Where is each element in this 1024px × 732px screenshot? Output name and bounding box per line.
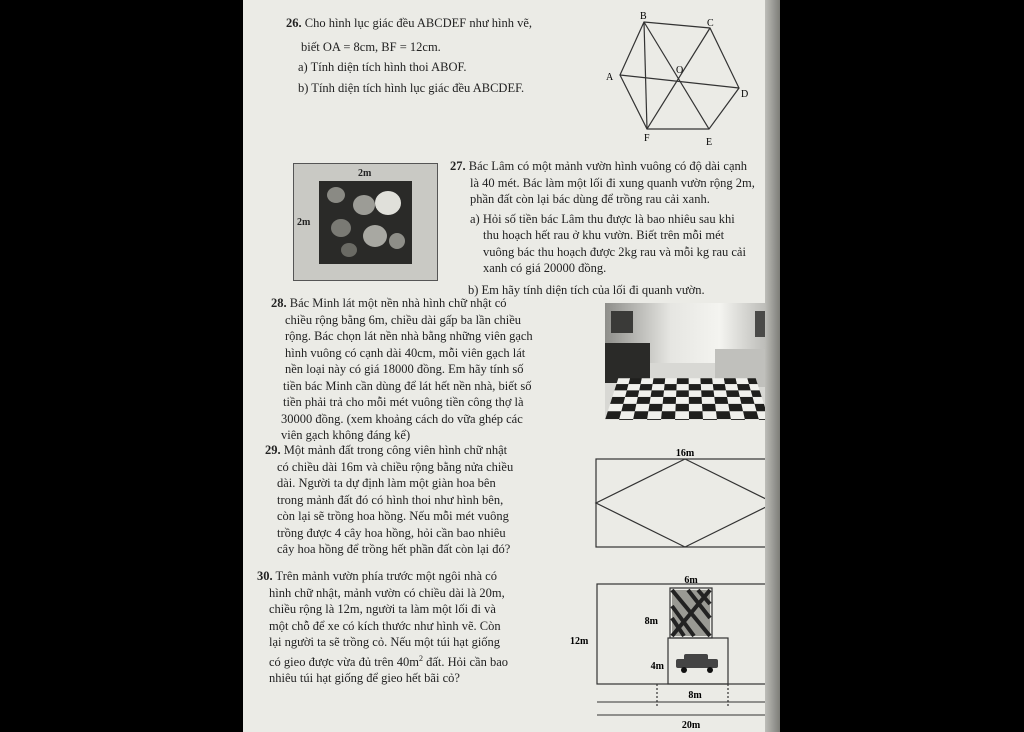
problem-number: 26. bbox=[286, 16, 302, 30]
problem-number: 29. bbox=[265, 443, 281, 457]
problem-30 bbox=[257, 568, 508, 687]
problem-text: một chỗ để xe có kích thước như hình vẽ. Còn bbox=[269, 618, 501, 633]
problem-text: Bác Minh lát một nền nhà hình chữ nhật có bbox=[289, 296, 507, 310]
problem-text: a) Hỏi số tiền bác Lâm thu được là bao nhiêu sau khi bbox=[470, 211, 735, 226]
problem-27 bbox=[450, 158, 755, 298]
problem-text: nền loại này có giá 18000 đồng. Em hãy tính số bbox=[285, 362, 524, 376]
problem-text: trong mảnh đất đó có hình thoi như hình bên, bbox=[277, 492, 504, 507]
living-room-image bbox=[605, 303, 769, 420]
problem-text: vuông bác thu hoạch được 2kg rau và mỗi kg rau cải bbox=[483, 244, 746, 259]
problem-text: thu hoạch hết rau ở khu vườn. Biết trên mỗi mét bbox=[483, 228, 725, 242]
path-width-label-top: 2m bbox=[358, 168, 372, 179]
problem-text: có chiều dài 16m và chiều rộng bằng nửa chiều bbox=[277, 459, 514, 474]
vertex-label-e: E bbox=[706, 137, 713, 148]
rhombus-width-label: 16m bbox=[675, 448, 695, 459]
problem-text: còn lại sẽ trồng hoa hồng. Nếu mỗi mét vuông bbox=[277, 509, 509, 523]
parking-height-label: 4m bbox=[650, 661, 664, 672]
garden-layout-figure bbox=[568, 572, 778, 732]
problem-text: a) Tính diện tích hình thoi ABOF. bbox=[298, 60, 467, 74]
problem-29 bbox=[265, 442, 513, 558]
problem-text: tiền bác Minh cần dùng để lát hết nền nhà, biết số bbox=[283, 378, 532, 393]
garden-length-label: 20m bbox=[681, 720, 701, 731]
garden-flowers-image bbox=[319, 181, 412, 264]
problem-text: tiền phải trả cho mỗi mét vuông tiền công thợ là bbox=[283, 395, 524, 409]
problem-text: xanh có giá 20000 đồng. bbox=[483, 261, 607, 275]
problem-text: Cho hình lục giác đều ABCDEF như hình vẽ, bbox=[304, 16, 532, 30]
problem-text: Một mảnh đất trong công viên hình chữ nhật bbox=[283, 443, 508, 457]
problem-text: hình vuông có cạnh dài 40cm, mỗi viên gạch lát bbox=[285, 345, 526, 360]
rhombus-figure bbox=[593, 445, 779, 550]
problem-text: cây hoa hồng để trồng hết phần đất còn lại đó? bbox=[277, 542, 511, 556]
problem-text: rộng. Bác chọn lát nền nhà bằng những viên gạch bbox=[285, 329, 533, 343]
problem-text: có gieo được vừa đủ trên 40m bbox=[269, 654, 419, 669]
walkway-height-label: 8m bbox=[644, 616, 658, 627]
superscript: 2 bbox=[418, 653, 423, 663]
car-icon bbox=[676, 654, 718, 673]
problem-text: dài. Người ta dự định làm một giàn hoa bên bbox=[277, 476, 496, 490]
problem-text: Trên mảnh vườn phía trước một ngôi nhà có bbox=[275, 569, 497, 583]
parking-width-label: 8m bbox=[688, 690, 702, 701]
hexagon-figure bbox=[598, 5, 758, 150]
problem-text: biết OA = 8cm, BF = 12cm. bbox=[301, 39, 441, 54]
vertex-label-d: D bbox=[741, 89, 749, 100]
garden-width-label: 12m bbox=[570, 636, 589, 647]
problem-number: 27. bbox=[450, 159, 466, 173]
problem-text: chiều rộng bằng 6m, chiều dài gấp ba lần chiều bbox=[285, 312, 522, 327]
problem-text: trồng được 4 cây hoa hồng, hỏi cần bao nhiêu bbox=[277, 525, 506, 540]
problem-text: chiều rộng là 12m, người ta làm một lối đi và bbox=[269, 602, 496, 616]
problem-number: 30. bbox=[257, 569, 273, 583]
vertex-label-f: F bbox=[644, 133, 650, 144]
problem-text: Bác Lâm có một mảnh vườn hình vuông có độ dài cạnh bbox=[468, 159, 748, 173]
problem-text: b) Tính diện tích hình lục giác đều ABCDEF. bbox=[298, 80, 525, 95]
problem-text: đất. Hỏi cần bao bbox=[422, 654, 509, 669]
vertex-label-c: C bbox=[707, 18, 714, 29]
vertex-label-a: A bbox=[606, 72, 614, 83]
problem-text: nhiêu túi hạt giống để gieo hết bãi cỏ? bbox=[269, 671, 460, 686]
problem-text: b) Em hãy tính diện tích của lối đi quanh vườn. bbox=[468, 282, 705, 297]
problem-text: 30000 đồng. (xem khoảng cách do vữa ghép các bbox=[281, 411, 523, 426]
page-edge-shadow bbox=[765, 0, 780, 732]
problem-number: 28. bbox=[271, 296, 287, 310]
vertex-label-b: B bbox=[640, 11, 647, 22]
garden-figure bbox=[293, 163, 438, 281]
problem-26 bbox=[286, 15, 532, 96]
walkway-tiles bbox=[672, 590, 710, 636]
problem-text: phần đất còn lại bác dùng để trồng rau cải xanh. bbox=[470, 192, 710, 206]
problem-text: lại người ta sẽ trồng cỏ. Nếu một túi hạt giống bbox=[269, 635, 501, 649]
walkway-width-label: 6m bbox=[684, 575, 698, 586]
problem-text: là 40 mét. Bác làm một lối đi xung quanh vườn rộng 2m, bbox=[470, 175, 755, 190]
textbook-page bbox=[243, 0, 780, 732]
problem-text: hình chữ nhật, mảnh vườn có chiều dài là 20m, bbox=[269, 585, 505, 600]
problem-28 bbox=[271, 295, 533, 444]
problem-text: viên gạch không đáng kể) bbox=[281, 428, 411, 442]
vertex-label-o: O bbox=[676, 65, 684, 76]
path-width-label-left: 2m bbox=[297, 217, 311, 228]
